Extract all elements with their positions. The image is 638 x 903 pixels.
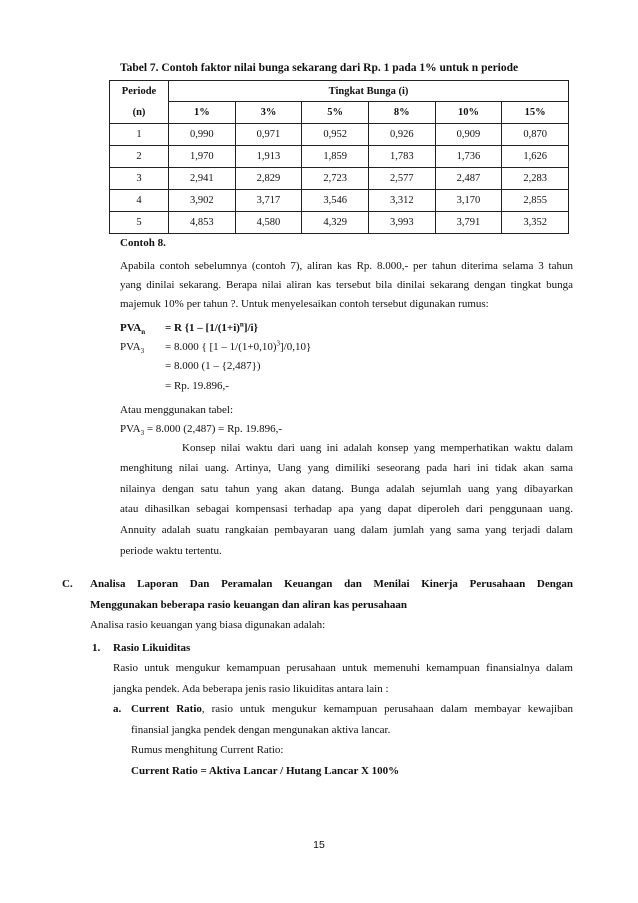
formula-lhs: $PVA_3$ <box>120 341 145 356</box>
table-cell: 3,170 <box>435 190 502 212</box>
example-paragraph-line: Apabila contoh sebelumnya (contoh 7), aliran kas Rp. 8.000,- per tahun diterima selama 3 tahun <box>120 260 573 272</box>
table-cell: 0,971 <box>235 124 302 146</box>
present-value-table <box>109 80 569 234</box>
table-cell: 0,990 <box>169 124 236 146</box>
table-row <box>110 124 569 146</box>
formula-table-result: $PVA_3 = 8.000$ (2,487) = Rp. 19.896,- <box>120 423 283 438</box>
table-row <box>110 190 569 212</box>
table-cell: 3,993 <box>368 212 435 234</box>
concept-paragraph-line: Konsep nilai waktu dari uang ini adalah konsep yang memperhatikan waktu dalam <box>182 442 573 454</box>
rate-header: 1% <box>169 102 236 124</box>
concept-paragraph-line: menghitung nilai uang. Artinya, Uang yang dimiliki seseorang pada hari ini tidak akan sama <box>120 462 573 474</box>
table-row <box>110 168 569 190</box>
concept-paragraph-line: atau dihasilkan sebagai kompensasi terhadap apa yang dapat diperoleh dari penggunaan uang. <box>120 503 573 515</box>
table-cell: 2 <box>110 146 169 168</box>
concept-paragraph-line: Annuity adalah suatu rangkaian pembayaran uang dalam jumlah yang sama yang terjadi dalam <box>120 524 573 536</box>
concept-paragraph-line: nilainya dengan satu tahun yang akan datang. Bunga adalah sejumlah uang yang dibayarkan <box>120 483 573 495</box>
table-cell: 3,312 <box>368 190 435 212</box>
rate-header: 5% <box>302 102 369 124</box>
table-cell: 1,783 <box>368 146 435 168</box>
table-cell: 0,952 <box>302 124 369 146</box>
table-cell: 3,546 <box>302 190 369 212</box>
rate-header: 3% <box>235 102 302 124</box>
table-cell: 0,926 <box>368 124 435 146</box>
table-cell: 1,736 <box>435 146 502 168</box>
formula-result: = Rp. 19.896,- <box>165 380 229 392</box>
table-cell: 1,913 <box>235 146 302 168</box>
table-cell: 1,970 <box>169 146 236 168</box>
table-cell: 2,855 <box>502 190 569 212</box>
table-cell: 3,791 <box>435 212 502 234</box>
item-label: a. <box>113 703 122 715</box>
section-title: Analisa Laporan Dan Peramalan Keuangan dan Menilai Kinerja Perusahaan Dengan <box>90 578 573 590</box>
rate-header: 10% <box>435 102 502 124</box>
subsection-paragraph-line: jangka pendek. Ada beberapa jenis rasio likuiditas antara lain : <box>113 683 389 695</box>
table-cell: 5 <box>110 212 169 234</box>
concept-paragraph-line: periode waktu tertentu. <box>120 545 222 557</box>
subsection-title: Rasio Likuiditas <box>113 642 191 654</box>
table-cell: 4,329 <box>302 212 369 234</box>
periode-header: Periode <box>110 81 169 102</box>
subsection-label: 1. <box>92 642 101 654</box>
table-cell: 1,859 <box>302 146 369 168</box>
table-cell: 4,580 <box>235 212 302 234</box>
example-paragraph-line: majemuk 10% per tahun ?. Untuk menyelesaikan contoh tersebut digunakan rumus: <box>120 298 489 310</box>
table-cell: 0,870 <box>502 124 569 146</box>
table-cell: 3,902 <box>169 190 236 212</box>
formula-lhs: $PVA_n$ <box>120 322 146 337</box>
table-cell: 2,941 <box>169 168 236 190</box>
table-cell: 1,626 <box>502 146 569 168</box>
table-cell: 1 <box>110 124 169 146</box>
example-title: Contoh 8. <box>120 237 166 249</box>
table-cell: 2,283 <box>502 168 569 190</box>
table-cell: 0,909 <box>435 124 502 146</box>
section-label: C. <box>62 578 73 590</box>
item-paragraph-line: Current Ratio, rasio untuk mengukur kemampuan perusahaan dalam membayar kewajiban <box>131 703 573 715</box>
current-ratio-formula: Current Ratio = Aktiva Lancar / Hutang Lancar X 100% <box>131 765 400 777</box>
table-row <box>110 146 569 168</box>
interest-rate-header: Tingkat Bunga (i) <box>169 81 569 102</box>
table-caption: Tabel 7. Contoh faktor nilai bunga sekarang dari Rp. 1 pada 1% untuk n periode <box>120 62 519 74</box>
rate-header: 8% <box>368 102 435 124</box>
table-cell: 2,487 <box>435 168 502 190</box>
table-cell: 2,577 <box>368 168 435 190</box>
table-cell: 4 <box>110 190 169 212</box>
formula-step: = 8.000 (1 – {2,487}) <box>165 360 261 372</box>
alternative-label: Atau menggunakan tabel: <box>120 404 234 416</box>
table-cell: 3 <box>110 168 169 190</box>
example-paragraph-line: yang dinilai sekarang. Berapa nilai aliran kas tersebut bila dinilai sekarang dengan tingkat bunga <box>120 279 573 291</box>
table-cell: 4,853 <box>169 212 236 234</box>
rate-header: 15% <box>502 102 569 124</box>
formula-rhs: = 8.000 { $[1 - 1/(1+0,10)^3]/0,10$} <box>165 339 312 353</box>
section-title: Menggunakan beberapa rasio keuangan dan aliran kas perusahaan <box>90 599 407 611</box>
item-paragraph-line: Rumus menghitung Current Ratio: <box>131 744 284 756</box>
table-cell: 3,352 <box>502 212 569 234</box>
table-cell: 2,829 <box>235 168 302 190</box>
formula-rhs: = R $\{1 - [1/(1+i)^n]/i\}$ <box>165 320 258 334</box>
subsection-paragraph-line: Rasio untuk mengukur kemampuan perusahaan untuk memenuhi kemampuan finansialnya dalam <box>113 662 573 674</box>
table-row <box>110 212 569 234</box>
table-cell: 3,717 <box>235 190 302 212</box>
item-paragraph-line: finansial jangka pendek dengan mengunakan aktiva lancar. <box>131 724 391 736</box>
page-number: 15 <box>313 839 325 851</box>
n-header: (n) <box>110 102 169 124</box>
table-cell: 2,723 <box>302 168 369 190</box>
section-intro: Analisa rasio keuangan yang biasa digunakan adalah: <box>90 619 326 631</box>
